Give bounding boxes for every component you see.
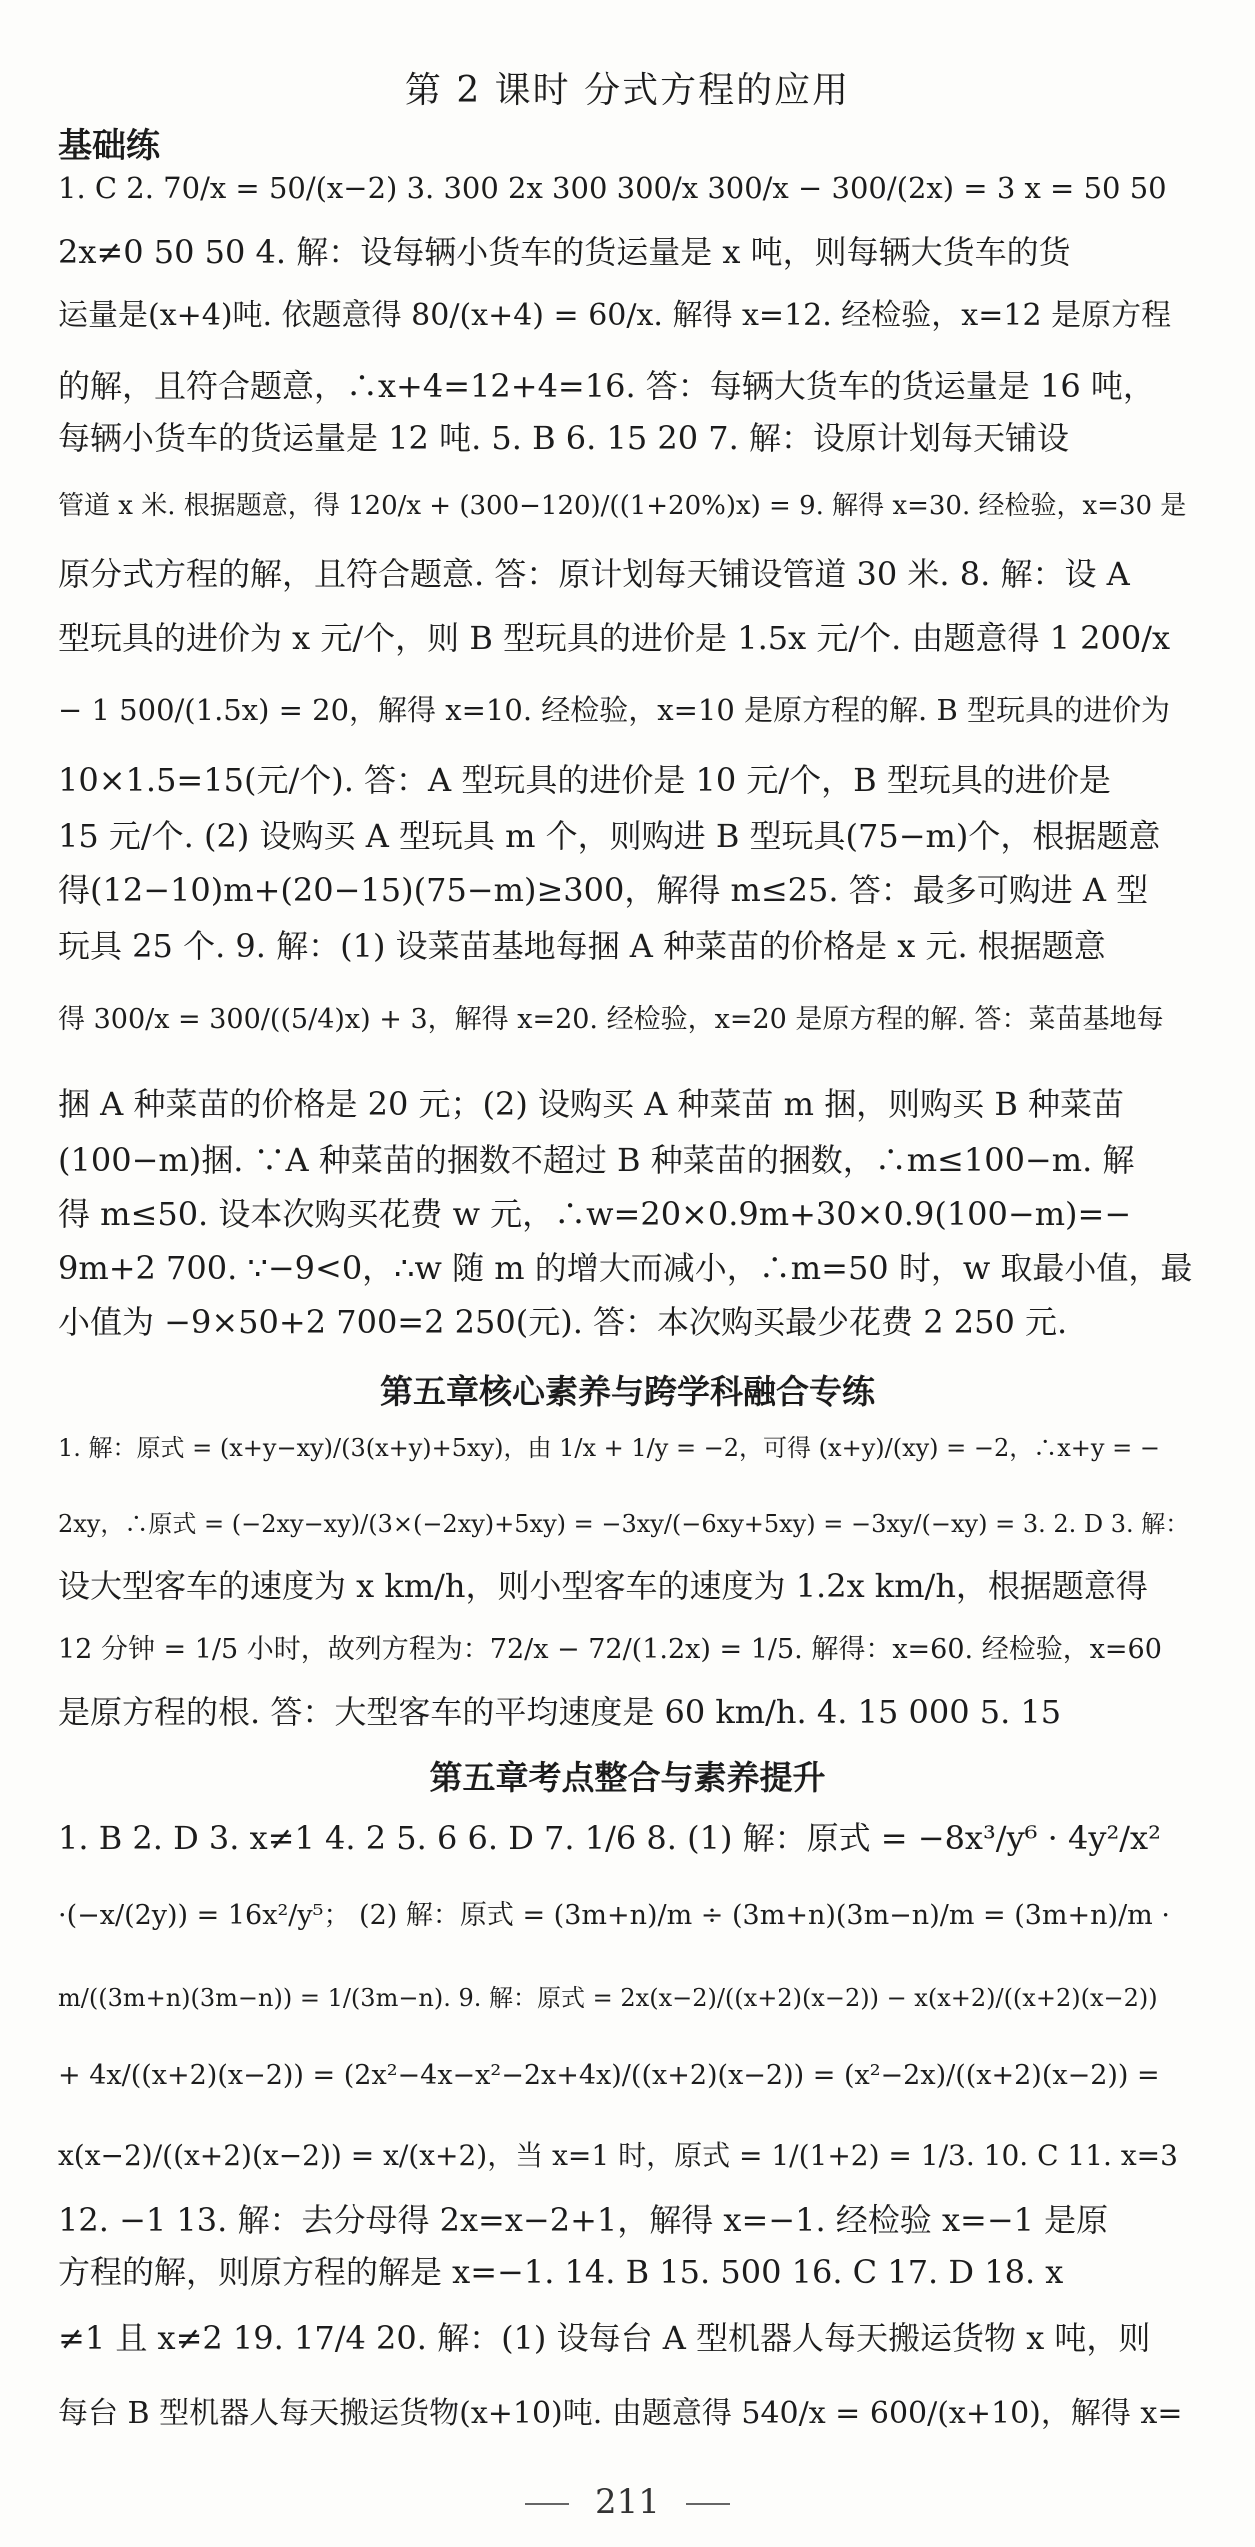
basic-line: 得 300/x = 300/((5/4)x) + 3，解得 x=20. 经检验，x=20 是原方程的解. 答：菜苗基地每 [58,1004,1164,1035]
basic-line: 15 元/个. (2) 设购买 A 型玩具 m 个，则购进 B 型玩具(75−m)个，根据题意 [58,817,1161,855]
basic-line: 2x≠0 50 50 4. 解：设每辆小货车的货运量是 x 吨，则每辆大货车的货 [58,233,1071,271]
core-line: 是原方程的根. 答：大型客车的平均速度是 60 km/h. 4. 15 000 5. 15 [58,1693,1062,1731]
basic-line: 的解，且符合题意，∴x+4=12+4=16. 答：每辆大货车的货运量是 16 吨， [58,367,1155,405]
basic-line: 小值为 −9×50+2 700=2 250(元). 答：本次购买最少花费 2 250 元. [58,1303,1068,1341]
basic-line: 得 m≤50. 设本次购买花费 w 元，∴w=20×0.9m+30×0.9(100−m)=− [58,1195,1132,1233]
basic-line: 运量是(x+4)吨. 依题意得 80/(x+4) = 60/x. 解得 x=12. 经检验，x=12 是原方程 [58,298,1172,333]
review-line: x(x−2)/((x+2)(x−2)) = x/(x+2)，当 x=1 时，原式 = 1/(1+2) = 1/3. 10. C 11. x=3 [58,2139,1178,2172]
core-line: 1. 解：原式 = (x+y−xy)/(3(x+y)+5xy)，由 1/x + 1/y = −2，可得 (x+y)/(xy) = −2，∴x+y = − [58,1434,1160,1462]
basic-line: 9m+2 700. ∵−9<0，∴w 随 m 的增大而减小，∴m=50 时，w 取最小值，最 [58,1249,1193,1287]
core-line: 设大型客车的速度为 x km/h，则小型客车的速度为 1.2x km/h，根据题意得 [58,1567,1148,1605]
review-heading: 第五章考点整合与素养提升 [429,1758,826,1797]
basic-line: 1. C 2. 70/x = 50/(x−2) 3. 300 2x 300 300/x 300/x − 300/(2x) = 3 x = 50 50 [58,171,1167,205]
core-line: 2xy，∴原式 = (−2xy−xy)/(3×(−2xy)+5xy) = −3xy/(−6xy+5xy) = −3xy/(−xy) = 3. 2. D 3. 解： [58,1510,1190,1538]
review-line: ≠1 且 x≠2 19. 17/4 20. 解：(1) 设每台 A 型机器人每天搬运货物 x 吨，则 [58,2319,1151,2357]
review-line: 12. −1 13. 解：去分母得 2x=x−2+1，解得 x=−1. 经检验 x=−1 是原 [58,2201,1109,2239]
review-line: m/((3m+n)(3m−n)) = 1/(3m−n). 9. 解：原式 = 2x(x−2)/((x+2)(x−2)) − x(x+2)/((x+2)(x−2)) [58,1984,1158,2012]
review-line: ·(−x/(2y)) = 16x²/y⁵； (2) 解：原式 = (3m+n)/m ÷ (3m+n)(3m−n)/m = (3m+n)/m · [58,1900,1170,1931]
review-line: 1. B 2. D 3. x≠1 4. 2 5. 6 6. D 7. 1/6 8. (1) 解：原式 = −8x³/y⁶ · 4y²/x² [58,1819,1161,1857]
section-title: 第 2 课时 分式方程的应用 [404,70,851,111]
basic-line: 型玩具的进价为 x 元/个，则 B 型玩具的进价是 1.5x 元/个. 由题意得 1 200/x [58,619,1171,657]
review-line: 每台 B 型机器人每天搬运货物(x+10)吨. 由题意得 540/x = 600/(x+10)，解得 x= [58,2396,1183,2431]
core-line: 12 分钟 = 1/5 小时，故列方程为：72/x − 72/(1.2x) = 1/5. 解得：x=60. 经检验，x=60 [58,1634,1162,1665]
page-number: 211 [0,2482,1255,2522]
basic-line: 得(12−10)m+(20−15)(75−m)≥300，解得 m≤25. 答：最多可购进 A 型 [58,871,1149,909]
basic-line: 原分式方程的解，且符合题意. 答：原计划每天铺设管道 30 米. 8. 解：设 A [58,555,1130,593]
core-heading: 第五章核心素养与跨学科融合专练 [380,1372,875,1411]
basic-line: 每辆小货车的货运量是 12 吨. 5. B 6. 15 20 7. 解：设原计划每天铺设 [58,419,1069,457]
basic-line: 玩具 25 个. 9. 解：(1) 设菜苗基地每捆 A 种菜苗的价格是 x 元. 根据题意 [58,927,1106,965]
review-line: + 4x/((x+2)(x−2)) = (2x²−4x−x²−2x+4x)/((x+2)(x−2)) = (x²−2x)/((x+2)(x−2)) = [58,2060,1160,2091]
basic-line: 10×1.5=15(元/个). 答：A 型玩具的进价是 10 元/个，B 型玩具的进价是 [58,761,1111,799]
review-line: 方程的解，则原方程的解是 x=−1. 14. B 15. 500 16. C 17. D 18. x [58,2253,1064,2291]
basic-line: (100−m)捆. ∵A 种菜苗的捆数不超过 B 种菜苗的捆数，∴m≤100−m. 解 [58,1141,1135,1179]
basic-line: 管道 x 米. 根据题意，得 120/x + (300−120)/((1+20%)x) = 9. 解得 x=30. 经检验，x=30 是 [58,491,1187,521]
basic-line: − 1 500/(1.5x) = 20，解得 x=10. 经检验，x=10 是原方程的解. B 型玩具的进价为 [58,693,1170,727]
sub-heading-basic: 基础练 [58,126,160,166]
basic-line: 捆 A 种菜苗的价格是 20 元；(2) 设购买 A 种菜苗 m 捆，则购买 B 种菜苗 [58,1085,1125,1123]
